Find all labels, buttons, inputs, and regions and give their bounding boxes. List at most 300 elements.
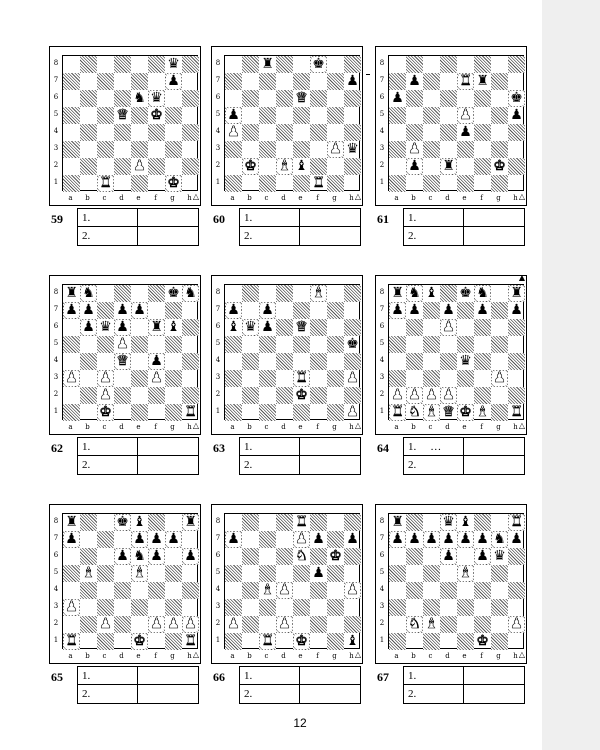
- board-square: [225, 90, 242, 107]
- answer-cell[interactable]: [138, 209, 198, 227]
- file-label: e: [298, 652, 303, 660]
- board-square: [440, 319, 457, 336]
- board-square: [474, 514, 491, 531]
- board-square: [276, 616, 293, 633]
- white-to-move-marker: △: [518, 421, 525, 430]
- board-square: [457, 514, 474, 531]
- board-square: [276, 56, 293, 73]
- move-number-cell[interactable]: [240, 227, 300, 245]
- black-rook-icon: ♜: [65, 514, 78, 530]
- white-rook-icon: ♜: [295, 514, 308, 530]
- rank-label: 6: [53, 551, 59, 559]
- move-number-cell[interactable]: [78, 456, 138, 474]
- answer-row: [78, 667, 198, 685]
- white-pawn-icon: ♟: [227, 124, 240, 140]
- file-label: d: [445, 423, 450, 431]
- board-square: [131, 531, 148, 548]
- move-number-cell[interactable]: [240, 209, 300, 227]
- white-pawn-icon: ♟: [150, 370, 163, 386]
- answer-cell[interactable]: [138, 685, 198, 703]
- rank-label: 1: [379, 178, 385, 186]
- board-square: [491, 319, 508, 336]
- board-square: [389, 404, 406, 421]
- board-square: [389, 158, 406, 175]
- board-square: [80, 370, 97, 387]
- board-square: [148, 73, 165, 90]
- black-pawn-icon: ♟: [261, 319, 274, 335]
- answer-cell[interactable]: [138, 438, 198, 456]
- board-square: [293, 616, 310, 633]
- board-square: [97, 141, 114, 158]
- rank-label: 4: [379, 127, 385, 135]
- file-label: h: [349, 423, 354, 431]
- board-square: [423, 73, 440, 90]
- black-rook-icon: ♜: [391, 514, 404, 530]
- black-king-icon: ♚: [167, 285, 180, 301]
- board-square: [182, 565, 199, 582]
- move-number-cell[interactable]: [404, 209, 464, 227]
- answer-cell[interactable]: [300, 667, 360, 685]
- white-rook-icon: ♜: [184, 404, 197, 420]
- board-square: [63, 90, 80, 107]
- move-number-cell[interactable]: [78, 209, 138, 227]
- board-square: [259, 531, 276, 548]
- board-square: [259, 599, 276, 616]
- board-square: [440, 124, 457, 141]
- board-square: [148, 319, 165, 336]
- black-pawn-icon: ♟: [167, 73, 180, 89]
- move-number: 2.: [244, 688, 253, 700]
- black-rook-icon: ♜: [476, 73, 489, 89]
- rank-label: 1: [215, 636, 221, 644]
- board-square: [423, 404, 440, 421]
- move-number-cell[interactable]: [78, 227, 138, 245]
- file-label: h: [187, 652, 192, 660]
- board-square: [80, 158, 97, 175]
- answer-cell[interactable]: [464, 209, 524, 227]
- board-square: [389, 633, 406, 650]
- board-square: [97, 124, 114, 141]
- black-rook-icon: ♜: [261, 56, 274, 72]
- board-square: [97, 336, 114, 353]
- board-square: [131, 616, 148, 633]
- board-square: [276, 387, 293, 404]
- page-edge-shading: [542, 0, 600, 750]
- board-square: [293, 336, 310, 353]
- board-square: [131, 56, 148, 73]
- answer-table: [77, 666, 199, 704]
- board-square: [63, 404, 80, 421]
- file-label: a: [68, 652, 73, 660]
- board-square: [80, 141, 97, 158]
- file-label: a: [394, 194, 399, 202]
- board-square: [327, 319, 344, 336]
- white-knight-icon: ♞: [408, 404, 421, 420]
- file-label: f: [480, 194, 483, 202]
- board-square: [344, 582, 361, 599]
- white-to-move-marker: △: [354, 650, 361, 659]
- move-number-cell[interactable]: [78, 667, 138, 685]
- board-square: [276, 404, 293, 421]
- board-square: [165, 387, 182, 404]
- board-square: [440, 531, 457, 548]
- rank-label: 3: [215, 144, 221, 152]
- chess-board: [224, 513, 360, 649]
- move-number-cell[interactable]: [404, 456, 464, 474]
- board-square: [182, 633, 199, 650]
- board-square: [80, 124, 97, 141]
- board-square: [423, 56, 440, 73]
- board-square: [182, 387, 199, 404]
- rank-label: 3: [215, 373, 221, 381]
- board-square: [97, 107, 114, 124]
- board-square: [131, 90, 148, 107]
- move-number-cell[interactable]: [404, 667, 464, 685]
- white-to-move-marker: △: [192, 421, 199, 430]
- board-square: [423, 514, 440, 531]
- board-square: [310, 124, 327, 141]
- black-pawn-icon: ♟: [346, 531, 359, 547]
- black-bishop-icon: ♝: [167, 319, 180, 335]
- file-label: c: [264, 194, 269, 202]
- board-square: [508, 514, 525, 531]
- board-square: [242, 124, 259, 141]
- file-label: d: [119, 194, 124, 202]
- file-label: a: [68, 423, 73, 431]
- board-square: [474, 370, 491, 387]
- board-square: [344, 353, 361, 370]
- board-square: [276, 285, 293, 302]
- rank-label: 8: [53, 517, 59, 525]
- board-square: [165, 599, 182, 616]
- board-square: [423, 548, 440, 565]
- board-square: [344, 336, 361, 353]
- move-number: 2.: [82, 459, 91, 471]
- answer-cell[interactable]: [300, 227, 360, 245]
- ellipsis: …: [430, 441, 442, 453]
- board-square: [114, 565, 131, 582]
- black-pawn-icon: ♟: [65, 531, 78, 547]
- rank-labels: [214, 55, 222, 191]
- puzzle-63: [211, 275, 363, 485]
- board-square: [440, 514, 457, 531]
- board-square: [406, 73, 423, 90]
- board-square: [406, 302, 423, 319]
- board-square: [508, 107, 525, 124]
- board-square: [310, 336, 327, 353]
- move-number: 2.: [82, 688, 91, 700]
- board-square: [259, 90, 276, 107]
- white-rook-icon: ♜: [510, 514, 523, 530]
- answer-cell[interactable]: [464, 667, 524, 685]
- board-square: [63, 514, 80, 531]
- board-square: [80, 353, 97, 370]
- answer-cell[interactable]: [300, 209, 360, 227]
- board-square: [80, 616, 97, 633]
- chess-board: [388, 284, 524, 420]
- rank-label: 1: [215, 178, 221, 186]
- black-pawn-icon: ♟: [65, 302, 78, 318]
- move-number-cell[interactable]: [404, 227, 464, 245]
- board-square: [423, 158, 440, 175]
- board-square: [508, 633, 525, 650]
- move-number-cell[interactable]: [404, 438, 464, 456]
- board-square: [114, 514, 131, 531]
- board-square: [310, 387, 327, 404]
- white-pawn-icon: ♟: [227, 616, 240, 632]
- board-square: [165, 73, 182, 90]
- board-square: [259, 370, 276, 387]
- rank-label: 3: [379, 602, 385, 610]
- board-square: [327, 353, 344, 370]
- answer-cell[interactable]: [138, 456, 198, 474]
- board-square: [310, 285, 327, 302]
- board-square: [327, 599, 344, 616]
- board-square: [80, 514, 97, 531]
- answer-row: [78, 209, 198, 227]
- rank-labels: [214, 513, 222, 649]
- board-square: [63, 370, 80, 387]
- board-square: [389, 141, 406, 158]
- board-square: [457, 633, 474, 650]
- white-bishop-icon: ♝: [476, 404, 489, 420]
- file-label: f: [316, 423, 319, 431]
- board-square: [423, 124, 440, 141]
- file-label: f: [480, 652, 483, 660]
- board-square: [148, 582, 165, 599]
- board-square: [276, 633, 293, 650]
- answer-cell[interactable]: [300, 685, 360, 703]
- board-square: [389, 175, 406, 192]
- board-square: [344, 158, 361, 175]
- board-square: [242, 582, 259, 599]
- board-square: [114, 582, 131, 599]
- move-number: 1.: [82, 441, 91, 453]
- answer-cell[interactable]: [464, 227, 524, 245]
- board-square: [225, 124, 242, 141]
- white-pawn-icon: ♟: [99, 387, 112, 403]
- answer-row: [240, 209, 360, 227]
- rank-label: 8: [379, 59, 385, 67]
- board-square: [474, 124, 491, 141]
- move-number-cell[interactable]: [78, 438, 138, 456]
- board-square: [293, 73, 310, 90]
- file-labels: [388, 422, 524, 432]
- board-square: [344, 107, 361, 124]
- file-label: a: [394, 652, 399, 660]
- chess-board: [224, 55, 360, 191]
- board-square: [389, 302, 406, 319]
- answer-cell[interactable]: [464, 456, 524, 474]
- board-square: [225, 158, 242, 175]
- black-pawn-icon: ♟: [408, 158, 421, 174]
- board-square: [259, 633, 276, 650]
- board-square: [97, 285, 114, 302]
- board-square: [327, 124, 344, 141]
- board-square: [114, 107, 131, 124]
- board-square: [508, 319, 525, 336]
- black-pawn-icon: ♟: [510, 107, 523, 123]
- black-bishop-icon: ♝: [346, 633, 359, 649]
- board-square: [389, 514, 406, 531]
- board-square: [148, 387, 165, 404]
- answer-row: [240, 667, 360, 685]
- board-square: [80, 107, 97, 124]
- black-queen-icon: ♛: [493, 548, 506, 564]
- board-square: [440, 387, 457, 404]
- move-number: 1.: [244, 670, 253, 682]
- black-bishop-icon: ♝: [133, 514, 146, 530]
- file-label: c: [102, 652, 107, 660]
- white-pawn-icon: ♟: [65, 370, 78, 386]
- black-pawn-icon: ♟: [408, 73, 421, 89]
- board-square: [310, 158, 327, 175]
- black-pawn-icon: ♟: [391, 531, 404, 547]
- board-square: [344, 599, 361, 616]
- answer-table: [403, 666, 525, 704]
- board-square: [259, 548, 276, 565]
- board-square: [165, 90, 182, 107]
- white-pawn-icon: ♟: [278, 582, 291, 598]
- board-square: [327, 107, 344, 124]
- board-square: [440, 302, 457, 319]
- answer-table: [77, 437, 199, 475]
- board-square: [423, 370, 440, 387]
- file-label: h: [349, 194, 354, 202]
- board-square: [440, 73, 457, 90]
- answer-cell[interactable]: [300, 456, 360, 474]
- black-rook-icon: ♜: [150, 319, 163, 335]
- board-square: [131, 302, 148, 319]
- board-square: [406, 404, 423, 421]
- board-square: [80, 548, 97, 565]
- board-square: [389, 90, 406, 107]
- white-queen-icon: ♛: [442, 404, 455, 420]
- board-square: [242, 285, 259, 302]
- rank-label: 7: [379, 534, 385, 542]
- board-square: [310, 565, 327, 582]
- black-pawn-icon: ♟: [442, 548, 455, 564]
- board-square: [508, 90, 525, 107]
- move-number-cell[interactable]: [240, 667, 300, 685]
- board-square: [474, 56, 491, 73]
- file-labels: [224, 193, 360, 203]
- board-square: [165, 531, 182, 548]
- black-pawn-icon: ♟: [312, 531, 325, 547]
- answer-row: [78, 456, 198, 474]
- file-label: c: [264, 423, 269, 431]
- rank-label: 4: [53, 356, 59, 364]
- board-square: [259, 302, 276, 319]
- board-square: [114, 599, 131, 616]
- white-pawn-icon: ♟: [99, 370, 112, 386]
- board-square: [242, 56, 259, 73]
- file-label: c: [428, 194, 433, 202]
- board-square: [406, 175, 423, 192]
- white-bishop-icon: ♝: [459, 565, 472, 581]
- board-square: [63, 353, 80, 370]
- board-square: [259, 158, 276, 175]
- board-square: [131, 548, 148, 565]
- move-number-cell[interactable]: [404, 685, 464, 703]
- board-square: [389, 531, 406, 548]
- move-number-cell[interactable]: [240, 685, 300, 703]
- board-square: [389, 73, 406, 90]
- board-square: [474, 175, 491, 192]
- answer-cell[interactable]: [300, 438, 360, 456]
- board-square: [97, 370, 114, 387]
- board-square: [242, 565, 259, 582]
- answer-table: [239, 437, 361, 475]
- board-square: [344, 141, 361, 158]
- white-pawn-icon: ♟: [408, 141, 421, 157]
- board-square: [491, 302, 508, 319]
- board-square: [165, 158, 182, 175]
- board-square: [389, 336, 406, 353]
- black-pawn-icon: ♟: [116, 548, 129, 564]
- black-pawn-icon: ♟: [408, 302, 421, 318]
- move-number-cell[interactable]: [240, 438, 300, 456]
- board-square: [148, 158, 165, 175]
- board-square: [242, 599, 259, 616]
- board-square: [259, 175, 276, 192]
- answer-row: [404, 685, 524, 703]
- board-square: [423, 90, 440, 107]
- rank-label: 8: [215, 517, 221, 525]
- white-rook-icon: ♜: [295, 370, 308, 386]
- answer-cell[interactable]: [464, 685, 524, 703]
- board-square: [63, 285, 80, 302]
- board-square: [457, 90, 474, 107]
- board-square: [508, 124, 525, 141]
- board-square: [63, 616, 80, 633]
- board-square: [114, 158, 131, 175]
- board-square: [389, 285, 406, 302]
- answer-cell[interactable]: [464, 438, 524, 456]
- black-pawn-icon: ♟: [82, 319, 95, 335]
- board-square: [63, 387, 80, 404]
- rank-label: 3: [53, 373, 59, 381]
- move-number: 1.: [408, 441, 417, 453]
- board-square: [276, 319, 293, 336]
- board-square: [242, 548, 259, 565]
- board-square: [63, 531, 80, 548]
- board-square: [148, 565, 165, 582]
- board-square: [242, 141, 259, 158]
- board-square: [474, 531, 491, 548]
- board-square: [276, 90, 293, 107]
- rank-label: 7: [379, 76, 385, 84]
- answer-cell[interactable]: [138, 227, 198, 245]
- board-square: [474, 158, 491, 175]
- rank-label: 6: [53, 322, 59, 330]
- answer-cell[interactable]: [138, 667, 198, 685]
- move-number-cell[interactable]: [240, 456, 300, 474]
- black-queen-icon: ♛: [459, 353, 472, 369]
- answer-table: [239, 666, 361, 704]
- board-square: [389, 582, 406, 599]
- board-square: [423, 582, 440, 599]
- board-square: [225, 141, 242, 158]
- board-square: [148, 370, 165, 387]
- board-square: [310, 370, 327, 387]
- board-square: [276, 582, 293, 599]
- board-square: [344, 548, 361, 565]
- move-number: 2.: [408, 459, 417, 471]
- rank-label: 5: [215, 110, 221, 118]
- move-number-cell[interactable]: [78, 685, 138, 703]
- board-square: [491, 56, 508, 73]
